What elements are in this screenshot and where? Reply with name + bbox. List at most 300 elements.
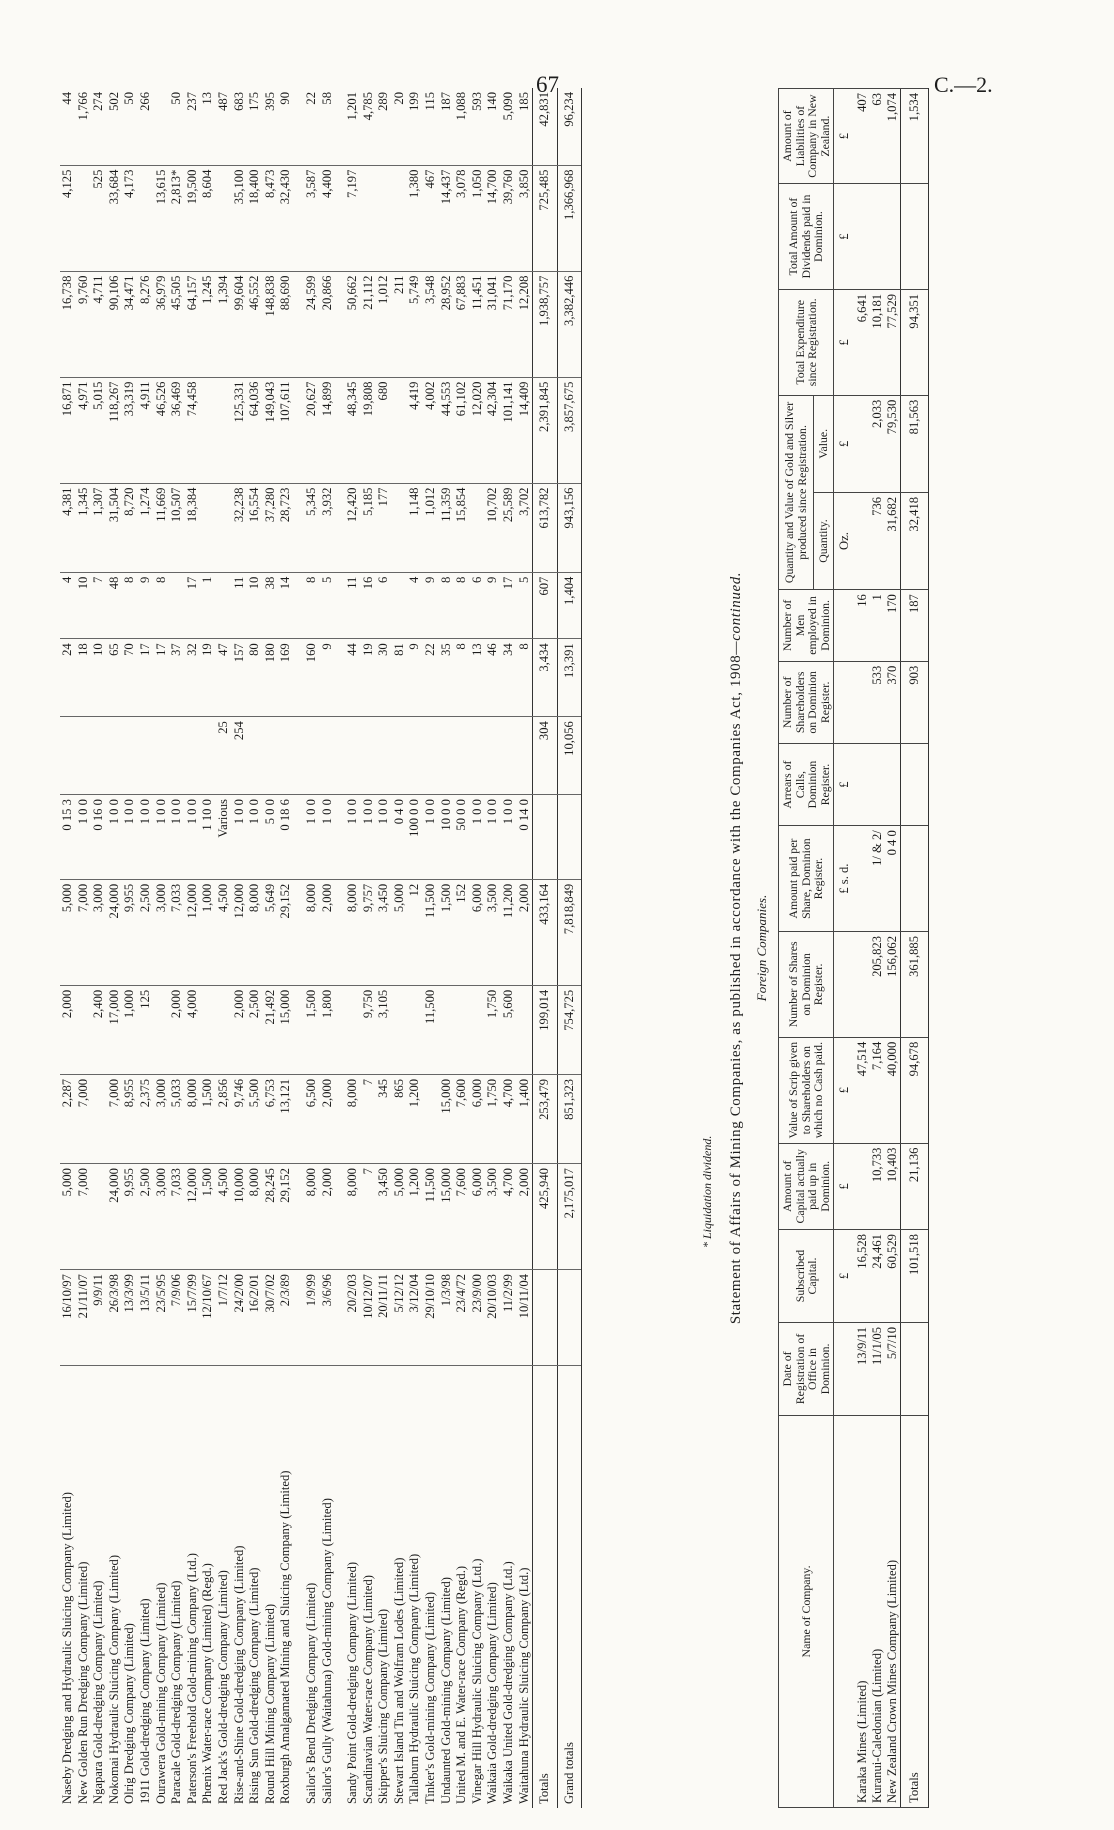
quantity-cell: 8,720 xyxy=(122,483,138,572)
scrip-cell: 7,164 xyxy=(870,1037,885,1143)
shares-cell: 5,649 xyxy=(263,879,279,985)
spacer-cell xyxy=(294,483,304,572)
table-row xyxy=(517,88,533,1808)
value-unit: £ xyxy=(834,395,856,492)
scrip-cell: 199,014 xyxy=(533,985,558,1074)
name-cell: Totals xyxy=(901,1415,929,1807)
arrears-cell xyxy=(901,743,929,825)
liabilities-cell: 5,090 xyxy=(501,92,516,121)
name-cell: 1911 Gold-dredging Company (Limited) xyxy=(138,1366,154,1809)
subscribed-cell: 2,000 xyxy=(517,1164,533,1270)
subscribed-cell: 7,033 xyxy=(169,1164,185,1270)
paid-cell: 851,323 xyxy=(557,1074,582,1163)
name-cell: Stewart Island Tin and Wolfram Lodes (Limited) xyxy=(392,1366,408,1809)
men-cell: 9 xyxy=(423,572,439,639)
holders-cell: 35 xyxy=(439,639,455,717)
paid-cell xyxy=(855,1143,870,1230)
arrears-cell xyxy=(345,717,361,795)
shares-cell: 3,450 xyxy=(376,879,392,985)
spacer-cell xyxy=(294,639,304,717)
arrears-cell xyxy=(278,717,294,795)
arrears-cell xyxy=(138,717,154,795)
spacer-cell xyxy=(335,165,345,271)
dividends-cell: 19,500 xyxy=(185,165,201,271)
paid-cell: 3,000 xyxy=(154,1074,170,1163)
liabilities-cell: 96,234 xyxy=(557,88,582,165)
quantity-cell: 31,504 xyxy=(107,483,123,572)
dividends-cell: 4,125 xyxy=(60,165,76,271)
holders-cell: 80 xyxy=(247,639,263,717)
value-cell: 36,469 xyxy=(169,377,185,483)
paid-cell: 10,733 xyxy=(870,1143,885,1230)
dividends-cell xyxy=(901,184,929,290)
table-row xyxy=(91,88,107,1808)
name-cell: Skipper's Sluicing Company (Limited) xyxy=(376,1366,392,1809)
quantity-cell: 177 xyxy=(376,483,392,572)
subscribed-cell: 28,245 xyxy=(263,1164,279,1270)
shares-cell: 7,818,849 xyxy=(557,879,582,985)
name-cell: Undaunted Gold-mining Company (Limited) xyxy=(439,1366,455,1809)
expenditure-cell: 88,690 xyxy=(278,271,294,377)
men-cell: 4 xyxy=(407,572,423,639)
quantity-cell: 1,274 xyxy=(138,483,154,572)
shares-cell: 156,062 xyxy=(885,931,901,1037)
paid-cell: 6,000 xyxy=(470,1074,486,1163)
quantity-cell: 32,418 xyxy=(901,492,929,589)
per-share-cell xyxy=(533,795,558,880)
arrears-cell xyxy=(439,717,455,795)
value-cell: 12,020 xyxy=(470,377,486,483)
date-cell xyxy=(901,1322,929,1415)
value-cell: 61,102 xyxy=(454,377,470,483)
spacer-cell xyxy=(335,572,345,639)
spacer-cell xyxy=(335,377,345,483)
per-share-cell: 1 0 0 xyxy=(361,795,377,880)
expenditure-cell: 3,548 xyxy=(423,271,439,377)
men-cell: 607 xyxy=(533,572,558,639)
date-unit xyxy=(834,1322,856,1415)
units-row xyxy=(834,89,856,1808)
subscribed-cell: 8,000 xyxy=(247,1164,263,1270)
date-cell: 20/10/03 xyxy=(485,1270,501,1366)
table-row xyxy=(185,88,201,1808)
paid-cell: 5,033 xyxy=(169,1074,185,1163)
date-cell: 9/9/11 xyxy=(91,1270,107,1366)
shares-cell: 12,000 xyxy=(232,879,248,985)
quantity-cell: 31,682 xyxy=(885,492,901,589)
scrip-cell: 5,600 xyxy=(501,985,517,1074)
men-cell: 1 xyxy=(870,590,885,662)
holders-cell: 8 xyxy=(517,639,533,717)
table-row xyxy=(169,88,185,1808)
holders-cell: 19 xyxy=(200,639,216,717)
holders-unit xyxy=(834,661,856,743)
header-expenditure: Total Expenditure since Registration. xyxy=(779,289,834,395)
name-cell: Ourawera Gold-mining Company (Limited) xyxy=(154,1366,170,1809)
subscribed-cell: 4,500 xyxy=(216,1164,232,1270)
date-cell xyxy=(533,1270,558,1366)
scrip-cell: 15,000 xyxy=(278,985,294,1074)
liabilities-cell: 185 xyxy=(516,92,531,111)
paid-cell: 15,000 xyxy=(439,1074,455,1163)
scrip-cell: 125 xyxy=(138,985,154,1074)
arrears-cell xyxy=(263,717,279,795)
per-share-cell: 0 16 0 xyxy=(91,795,107,880)
liabilities-cell: 1,201 xyxy=(345,92,360,121)
name-cell: New Golden Run Dredging Company (Limited) xyxy=(76,1366,92,1809)
scrip-cell: 1,000 xyxy=(122,985,138,1074)
name-cell: Round Hill Mining Company (Limited) xyxy=(263,1366,279,1809)
header-holders: Number of Shareholders on Dominion Register. xyxy=(779,661,834,743)
men-cell: 4 xyxy=(60,572,76,639)
expenditure-cell: 148,838 xyxy=(263,271,279,377)
arrears-cell xyxy=(870,743,885,825)
expenditure-cell: 11,451 xyxy=(470,271,486,377)
per-share-cell: 1 10 0 xyxy=(200,795,216,880)
expenditure-unit: £ xyxy=(834,289,856,395)
table-row xyxy=(278,88,294,1808)
dividends-cell: 14,700 xyxy=(485,165,501,271)
date-cell: 7/9/06 xyxy=(169,1270,185,1366)
liabilities-cell: 407 xyxy=(855,89,870,184)
dividends-cell xyxy=(855,184,870,290)
dividends-cell xyxy=(376,165,392,271)
liabilities-cell: 187 xyxy=(438,92,453,111)
paid-cell: 8,000 xyxy=(345,1074,361,1163)
dividends-cell: 467 xyxy=(423,165,439,271)
shares-cell: 11,500 xyxy=(423,879,439,985)
shares-cell: 3,500 xyxy=(485,879,501,985)
dividends-cell: 39,760 xyxy=(501,165,517,271)
value-cell: 2,033 xyxy=(870,395,885,492)
subscribed-cell: 2,175,017 xyxy=(557,1164,582,1270)
shares-cell: 12 xyxy=(407,879,423,985)
expenditure-cell: 34,471 xyxy=(122,271,138,377)
paid-cell: 7 xyxy=(361,1074,377,1163)
report-code: C.—2. xyxy=(934,72,993,97)
liabilities-cell: 289 xyxy=(376,92,391,111)
table-row xyxy=(885,89,901,1808)
header-quantity: Quantity. xyxy=(813,492,833,589)
men-cell: 8 xyxy=(154,572,170,639)
subscribed-cell: 101,518 xyxy=(901,1230,929,1323)
spacer-cell xyxy=(294,1074,304,1163)
expenditure-cell: 211 xyxy=(392,271,408,377)
table-row xyxy=(407,88,423,1808)
subscribed-cell: 3,500 xyxy=(485,1164,501,1270)
header-row xyxy=(779,89,814,1808)
shares-cell: 8,000 xyxy=(304,879,320,985)
value-cell: 2,391,845 xyxy=(533,377,558,483)
per-share-cell: 1 0 0 xyxy=(169,795,185,880)
men-cell: 17 xyxy=(185,572,201,639)
dividends-cell xyxy=(392,165,408,271)
expenditure-cell: 67,883 xyxy=(454,271,470,377)
liabilities-cell: 1,534 xyxy=(901,89,929,184)
value-cell: 125,331 xyxy=(232,377,248,483)
spacer-cell xyxy=(294,985,304,1074)
table-row xyxy=(361,88,377,1808)
arrears-cell: 254 xyxy=(232,717,248,795)
arrears-unit: £ xyxy=(834,743,856,825)
name-unit xyxy=(834,1415,856,1807)
subscribed-cell xyxy=(91,1164,107,1270)
subscribed-cell: 4,700 xyxy=(501,1164,517,1270)
men-cell: 1,404 xyxy=(557,572,582,639)
holders-cell: 17 xyxy=(154,639,170,717)
per-share-cell: 1 0 0 xyxy=(485,795,501,880)
table-row xyxy=(60,88,76,1808)
header-date: Date of Registration of Office in Dominion. xyxy=(779,1322,834,1415)
value-cell: 680 xyxy=(376,377,392,483)
dividends-cell: 33,684 xyxy=(107,165,123,271)
spacer-cell xyxy=(335,1074,345,1163)
date-cell: 5/7/10 xyxy=(885,1322,901,1415)
expenditure-cell: 71,170 xyxy=(501,271,517,377)
arrears-cell xyxy=(76,717,92,795)
dividends-cell xyxy=(870,184,885,290)
value-cell: 48,345 xyxy=(345,377,361,483)
value-cell: 107,611 xyxy=(278,377,294,483)
holders-cell: 30 xyxy=(376,639,392,717)
men-cell: 11 xyxy=(345,572,361,639)
liabilities-cell: 50 xyxy=(122,92,137,105)
header-scrip: Value of Scrip given to Shareholders on which no Cash paid. xyxy=(779,1037,834,1143)
table-row xyxy=(454,88,470,1808)
arrears-cell xyxy=(454,717,470,795)
spacer-cell xyxy=(335,271,345,377)
date-cell: 10/11/04 xyxy=(517,1270,533,1366)
value-cell: 42,304 xyxy=(485,377,501,483)
quantity-cell: 12,420 xyxy=(345,483,361,572)
expenditure-cell: 77,529 xyxy=(885,289,901,395)
dividends-cell: 13,615 xyxy=(154,165,170,271)
header-liabilities: Amount of Liabilities of Company in New Zealand. xyxy=(779,89,834,184)
expenditure-cell: 50,662 xyxy=(345,271,361,377)
men-cell: 38 xyxy=(263,572,279,639)
header-dividends: Total Amount of Dividends paid in Dominion. xyxy=(779,184,834,290)
holders-cell: 9 xyxy=(320,639,336,717)
value-cell: 81,563 xyxy=(901,395,929,492)
per-share-cell: 1 0 0 xyxy=(122,795,138,880)
arrears-cell xyxy=(423,717,439,795)
per-share-cell: 1 0 0 xyxy=(76,795,92,880)
table-row xyxy=(76,88,92,1808)
arrears-cell xyxy=(169,717,185,795)
spacer-cell xyxy=(335,639,345,717)
date-cell: 11/2/99 xyxy=(501,1270,517,1366)
shares-cell: 9,757 xyxy=(361,879,377,985)
dividends-cell: 725,485 xyxy=(533,165,558,271)
holders-cell: 157 xyxy=(232,639,248,717)
quantity-cell: 16,554 xyxy=(247,483,263,572)
table-row xyxy=(107,88,123,1808)
subscribed-cell: 60,529 xyxy=(885,1230,901,1323)
holders-cell: 47 xyxy=(216,639,232,717)
value-cell: 4,911 xyxy=(138,377,154,483)
expenditure-cell: 1,012 xyxy=(376,271,392,377)
per-share-cell: 1 0 0 xyxy=(470,795,486,880)
scrip-cell: 1,750 xyxy=(485,985,501,1074)
foreign-companies-body xyxy=(834,89,929,1808)
quantity-cell xyxy=(216,483,232,572)
expenditure-cell: 94,351 xyxy=(901,289,929,395)
date-cell: 29/10/10 xyxy=(423,1270,439,1366)
arrears-cell xyxy=(91,717,107,795)
name-cell: Karaka Mines (Limited) xyxy=(855,1415,870,1807)
name-cell: New Zealand Crown Mines Company (Limited) xyxy=(885,1415,901,1807)
paid-cell: 10,403 xyxy=(885,1143,901,1230)
men-cell: 6 xyxy=(376,572,392,639)
per-share-cell: 1 0 0 xyxy=(138,795,154,880)
paid-cell: 8,000 xyxy=(185,1074,201,1163)
name-cell: Waitahuna Hydraulic Sluicing Company (Ltd.) xyxy=(517,1366,533,1809)
scrip-cell xyxy=(76,985,92,1074)
shares-cell: 361,885 xyxy=(901,931,929,1037)
spacer-row xyxy=(335,88,345,1808)
spacer-cell xyxy=(335,483,345,572)
subscribed-cell: 1,500 xyxy=(200,1164,216,1270)
scrip-cell xyxy=(345,985,361,1074)
men-cell: 16 xyxy=(361,572,377,639)
name-cell: Paterson's Freehold Gold-mining Company (Ltd.) xyxy=(185,1366,201,1809)
date-cell: 15/7/99 xyxy=(185,1270,201,1366)
quantity-cell: 28,723 xyxy=(278,483,294,572)
value-cell: 33,319 xyxy=(122,377,138,483)
quantity-cell: 736 xyxy=(870,492,885,589)
holders-cell: 46 xyxy=(485,639,501,717)
name-cell: Tallaburn Hydraulic Sluicing Company (Limited) xyxy=(407,1366,423,1809)
liabilities-cell: 487 xyxy=(215,92,230,111)
liabilities-cell: 237 xyxy=(184,92,199,111)
shares-cell: 2,000 xyxy=(517,879,533,985)
quantity-cell: 15,854 xyxy=(454,483,470,572)
date-cell: 16/10/97 xyxy=(60,1270,76,1366)
subscribed-cell: 425,940 xyxy=(533,1164,558,1270)
holders-cell: 24 xyxy=(60,639,76,717)
value-cell: 14,409 xyxy=(517,377,533,483)
subscribed-cell: 3,450 xyxy=(376,1164,392,1270)
header-subscribed: Subscribed Capital. xyxy=(779,1230,834,1323)
grand-totals-row xyxy=(557,88,582,1808)
scrip-cell xyxy=(517,985,533,1074)
scrip-cell xyxy=(154,985,170,1074)
liabilities-cell: 395 xyxy=(262,92,277,111)
spacer-row xyxy=(294,88,304,1808)
paid-cell: 2,287 xyxy=(60,1074,76,1163)
subscribed-cell: 2,000 xyxy=(320,1164,336,1270)
subscribed-unit: £ xyxy=(834,1230,856,1323)
table-row xyxy=(423,88,439,1808)
arrears-cell xyxy=(320,717,336,795)
quantity-cell: 10,507 xyxy=(169,483,185,572)
spacer-cell xyxy=(294,165,304,271)
arrears-cell xyxy=(407,717,423,795)
shares-cell: 3,000 xyxy=(154,879,170,985)
expenditure-cell: 90,106 xyxy=(107,271,123,377)
scrip-cell: 1,500 xyxy=(304,985,320,1074)
expenditure-cell: 1,394 xyxy=(216,271,232,377)
quantity-cell: 613,782 xyxy=(533,483,558,572)
header-shares: Number of Shares on Dominion Register. xyxy=(779,931,834,1037)
date-cell: 26/3/98 xyxy=(107,1270,123,1366)
expenditure-cell: 8,276 xyxy=(138,271,154,377)
expenditure-cell: 45,505 xyxy=(169,271,185,377)
totals-row xyxy=(901,89,929,1808)
name-cell: Sandy Point Gold-dredging Company (Limited) xyxy=(345,1366,361,1809)
expenditure-cell: 31,041 xyxy=(485,271,501,377)
per-share-cell: 1 0 0 xyxy=(376,795,392,880)
paid-cell: 7,000 xyxy=(76,1074,92,1163)
expenditure-cell: 10,181 xyxy=(870,289,885,395)
dividends-cell: 4,400 xyxy=(320,165,336,271)
liabilities-cell: 90 xyxy=(278,92,293,105)
paid-cell: 7,600 xyxy=(454,1074,470,1163)
domestic-companies-body xyxy=(60,88,582,1808)
statement-title xyxy=(728,88,745,1808)
name-cell: Ngapara Gold-dredging Company (Limited) xyxy=(91,1366,107,1809)
spacer-cell xyxy=(294,879,304,985)
per-share-cell: 0 4 0 xyxy=(392,795,408,880)
name-cell: Sailor's Bend Dredging Company (Limited) xyxy=(304,1366,320,1809)
expenditure-cell: 5,749 xyxy=(407,271,423,377)
quantity-cell: 11,359 xyxy=(439,483,455,572)
value-cell: 20,627 xyxy=(304,377,320,483)
value-cell: 44,553 xyxy=(439,377,455,483)
date-cell: 21/11/07 xyxy=(76,1270,92,1366)
per-share-cell: 0 14 0 xyxy=(517,795,533,880)
date-cell: 20/11/11 xyxy=(376,1270,392,1366)
foreign-companies-table xyxy=(778,88,929,1808)
arrears-cell xyxy=(392,717,408,795)
men-cell: 5 xyxy=(517,572,533,639)
men-cell: 9 xyxy=(138,572,154,639)
domestic-companies-table xyxy=(60,88,582,1808)
men-cell: 7 xyxy=(91,572,107,639)
per-share-cell: 1 0 0 xyxy=(154,795,170,880)
dividends-cell: 525 xyxy=(91,165,107,271)
per-share-cell: 10 0 0 xyxy=(439,795,455,880)
scrip-cell: 40,000 xyxy=(885,1037,901,1143)
value-cell: 64,036 xyxy=(247,377,263,483)
men-unit xyxy=(834,590,856,662)
paid-cell: 21,136 xyxy=(901,1143,929,1230)
date-cell: 1/3/98 xyxy=(439,1270,455,1366)
per-share-cell: 1 0 0 xyxy=(423,795,439,880)
quantity-cell: 3,932 xyxy=(320,483,336,572)
men-cell xyxy=(216,572,232,639)
expenditure-cell: 16,738 xyxy=(60,271,76,377)
name-cell: Tinker's Gold-mining Company (Limited) xyxy=(423,1366,439,1809)
quantity-cell: 32,238 xyxy=(232,483,248,572)
paid-cell: 7,000 xyxy=(107,1074,123,1163)
shares-cell: 4,500 xyxy=(216,879,232,985)
scrip-cell: 4,000 xyxy=(185,985,201,1074)
holders-cell: 17 xyxy=(138,639,154,717)
dividends-cell: 1,050 xyxy=(470,165,486,271)
liabilities-cell: 1,766 xyxy=(75,92,90,121)
holders-cell: 44 xyxy=(345,639,361,717)
date-cell: 1/9/99 xyxy=(304,1270,320,1366)
table-row xyxy=(345,88,361,1808)
arrears-cell: 10,056 xyxy=(557,717,582,795)
subscribed-cell: 29,152 xyxy=(278,1164,294,1270)
scrip-cell: 2,000 xyxy=(60,985,76,1074)
holders-cell: 34 xyxy=(501,639,517,717)
holders-cell: 18 xyxy=(76,639,92,717)
holders-cell: 22 xyxy=(423,639,439,717)
expenditure-cell: 12,208 xyxy=(517,271,533,377)
